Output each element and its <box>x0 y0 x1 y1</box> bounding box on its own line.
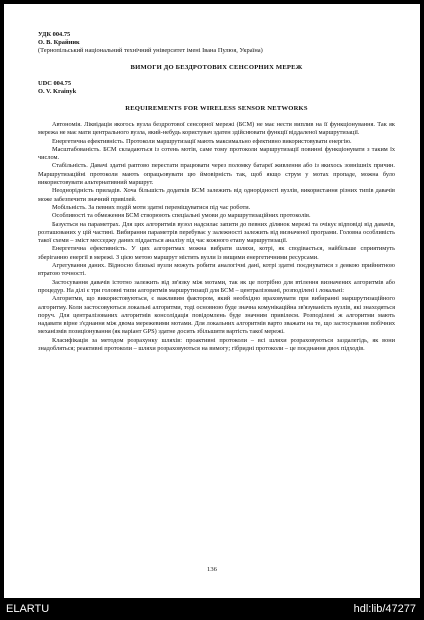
title-ua: ВИМОГИ ДО БЕЗДРОТОВИХ СЕНСОРНИХ МЕРЕЖ <box>130 64 303 71</box>
document-page <box>4 4 420 598</box>
title-en: REQUIREMENTS FOR WIRELESS SENSOR NETWORKS <box>125 105 308 112</box>
paragraph: Базується на параметрах. Для цих алгоритмів вузол надсилає запити до певних ділянок мережі та очікує відповіді від давачів, розташованих у цій частині. Вибирання параметрів перебуває у залежності залежить від визначеної програми. Головна особливість такої схеми – зміст месседжу даних піддається аналізу під час кожного етапу маршрутизації. <box>38 220 395 245</box>
affiliation-ua: (Тернопільський національний технічний університет імені Івана Пулюя, Україна) <box>38 47 263 54</box>
paragraph: Мобільність. За певних подій моти здатні переміщуватися під час роботи. <box>52 203 251 211</box>
repository-name: ELARTU <box>6 603 50 615</box>
paragraph: Неоднорідність приладів. Хоча більшість додатків БСМ залежить від однорідності вузлів, використання різних типів давачів може забезпечити значний привілей. <box>38 187 395 203</box>
paragraph: Стабільність. Давачі здатні раптово перестати працювати через поломку батареї живлення або із якихось зовнішніх причин. Маршрутизаційні протоколи мають опрацьовувати цю ймовірність так, щоб якщо струм у мотах пропаде, можна було використовувати альтернативний маршрут. <box>38 162 395 187</box>
paragraph: Агрегування даних. Відносно близькі вузли можуть робити аналогічні дані, котрі здатні поєднуватися з деякою прийнятною втратою точності. <box>38 262 395 278</box>
paragraph: Алгоритми, що використовуються, є важливим фактором, який необхідно враховувати при вибиранні маршрутизаційного алгоритму. Коли застосовуються локальні алгоритми, тоді основною буде значна комунікаційна зв'язуваність вузлів, які знаходяться поруч. Для централізованих алгоритмів консолідація повідомлень буде значним привілеєм. Розподілені ж алгоритми мають надавати вірне з'єднання між двома мережевими мотами. Для локальних алгоритмів варто зважати на те, що застосування побічних механізмів позиціонування (як варіант GPS) здатне досить збільшити вартість такої мережі. <box>38 295 395 336</box>
paragraph: Застосування давачів істотно залежить від зв'язку між мотами, так як це потрібно для втілення визначених алгоритмів або процедур. На ділі є три головні типи алгоритмів маршрутизації для БСМ – централізовані, розподілені і локальні: <box>38 278 395 294</box>
paragraph: Класифікація за методом розрахунку шляхів: проактивні протоколи – всі шляхи розраховуються заздалегідь, як вони знадобляться; реактивні протоколи – шляхи розраховуються на вимогу; гібридні протоколи – це поєднання двох підходів. <box>38 336 395 353</box>
author-ua: О. В. Крайник <box>38 39 80 46</box>
paragraph: Масштабованість. БСМ складаються із сотень мотів, саме тому протоколи маршрутизації повинні функціонувати з таким їх числом. <box>38 145 395 162</box>
paragraph: Автономія. Ліквідація якогось вузла бездротової сенсорної мережі (БСМ) не має нести виплив на її функціонування. Так як мережа не має мати центрального вузла, який-небудь користувач здатен здійснювати функції віддаленої маршрутизації. <box>38 121 395 137</box>
udc-ua: УДК 004.75 <box>38 31 71 38</box>
body-text <box>38 121 395 353</box>
handle-id: hdl:lib/47277 <box>353 603 416 615</box>
page-number: 136 <box>207 566 217 573</box>
paragraph: Особливості та обмеження БСМ створюють спеціальні умови до маршрутизаційних протоколів. <box>52 212 311 220</box>
author-en: O. V. Krainyk <box>38 88 77 95</box>
paragraph: Енергетична ефективність. Протоколи маршрутизації мають максимально ефективно використовувати енергію. <box>52 137 352 145</box>
udc-en: UDC 004.75 <box>38 80 72 87</box>
paragraph: Енергетична ефективність. У цих алгоритмах можна вибрати шляхи, котрі, як сподівається, найбільше сприятимуть зберіганню енергії в мережі. З цією метою маршрут містить вузли із вищими енергетичними ресурсами. <box>38 245 395 261</box>
footer-bar <box>0 598 424 620</box>
